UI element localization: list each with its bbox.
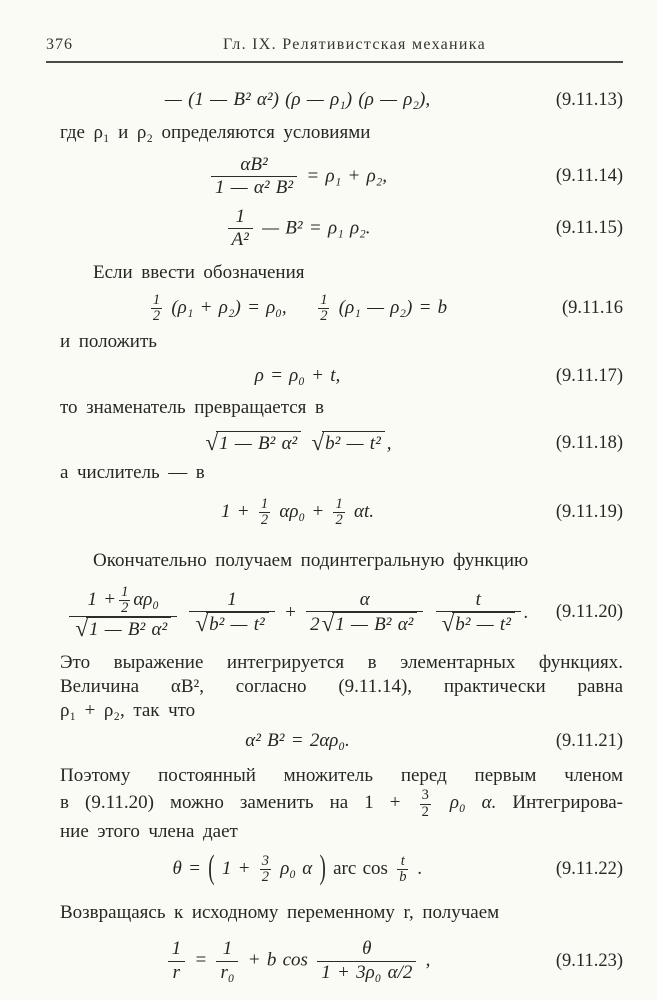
fraction-denominator: r: [168, 961, 186, 984]
square-root: [75, 617, 171, 641]
equation-number: (9.11.22): [555, 859, 623, 879]
fraction-numerator: t: [400, 852, 405, 869]
term: 1 +: [221, 857, 251, 879]
term: 1 +: [87, 588, 117, 610]
fraction-denominator: 2: [261, 869, 269, 885]
equation-tail: ,: [425, 949, 431, 971]
equation-number: (9.11.13): [555, 89, 623, 110]
radical-icon: √: [441, 611, 455, 637]
fraction-numerator: t: [475, 589, 481, 611]
fraction-numerator: 1: [121, 583, 129, 600]
equation-number: (9.11.16: [562, 297, 623, 318]
fraction: [168, 938, 186, 984]
equation-tail: .: [417, 857, 423, 879]
left-paren: (: [208, 849, 215, 887]
right-paren: ): [319, 849, 326, 887]
fraction: [306, 589, 423, 637]
fraction: [317, 938, 416, 984]
equation-body: [60, 938, 535, 984]
fraction: [211, 154, 297, 200]
fraction-denominator: b: [399, 869, 407, 885]
equation-tail: .: [523, 601, 529, 623]
fraction-denominator: 2: [260, 512, 269, 529]
page-header: [46, 36, 623, 63]
fraction-numerator: 1: [235, 205, 245, 227]
fraction-numerator: 1: [152, 291, 161, 308]
equation-body: [60, 431, 535, 455]
equation-9-11-17: [60, 365, 623, 387]
paragraph-numerator: а числитель — в: [60, 462, 205, 484]
fraction-t-over-b: [397, 854, 408, 885]
equation-number: (9.11.21): [555, 730, 623, 751]
paragraph-constant-factor: [60, 764, 623, 843]
square-root: [195, 612, 268, 636]
paragraph-denominator: то знаменатель превращается в: [60, 397, 324, 419]
fraction-denominator: [69, 616, 177, 641]
square-root: [322, 612, 418, 636]
page-number: 376: [46, 36, 73, 53]
square-root: [442, 612, 515, 636]
equation-9-11-23: [60, 938, 623, 984]
fraction-numerator: 3: [421, 787, 429, 804]
fraction-numerator: 1: [260, 496, 269, 513]
fraction-three-halves: [420, 788, 431, 819]
paragraph-notation: Если ввести обозначения: [93, 261, 305, 283]
fraction-denominator: r₀: [216, 961, 238, 984]
fraction-numerator: 1: [335, 496, 343, 513]
fraction-denominator: A²: [228, 228, 253, 251]
equation-body: [60, 585, 535, 642]
fraction-one-half: [259, 497, 270, 528]
paragraph-conditions: где ρ₁ и ρ₂ определяются условиями: [60, 122, 371, 143]
fraction-denominator: 2: [320, 307, 328, 324]
fraction-numerator: α: [359, 589, 370, 611]
radicand: b² — t²: [452, 612, 515, 636]
text-line: Величина αB², согласно (9.11.14), практически равна: [60, 676, 623, 698]
plus-operator: +: [283, 601, 297, 623]
radical-icon: √: [205, 430, 219, 456]
equation-body: [60, 154, 535, 200]
radical-icon: √: [75, 615, 88, 641]
equation-tail: ,: [386, 433, 392, 455]
equation-term: 1 +: [220, 501, 250, 523]
term: ρ₀ α: [280, 857, 313, 879]
text-line: ρ₁ + ρ₂, так что: [60, 700, 196, 722]
fraction-denominator: 1 — α² B²: [211, 176, 297, 199]
equation-9-11-18: [60, 431, 623, 455]
text-line: ние этого члена дает: [60, 820, 238, 842]
square-root: [205, 431, 301, 455]
fraction-denominator: 2: [421, 803, 429, 820]
equation-middle: + b cos: [247, 949, 308, 971]
equation-body: α² B² = 2αρ₀.: [245, 730, 350, 752]
fraction-denominator: 2: [152, 307, 161, 324]
fraction: [69, 585, 177, 642]
equation-number: (9.11.17): [555, 365, 623, 386]
equation-number: (9.11.15): [555, 218, 623, 239]
equation-rhs: = ρ₁ + ρ₂,: [306, 165, 388, 187]
equation-number: (9.11.18): [555, 432, 623, 453]
term: 2: [310, 614, 320, 636]
equation-body: [60, 849, 535, 887]
fraction-one-half: [151, 293, 162, 324]
paragraph-integrand: Окончательно получаем подинтегральную функцию: [93, 549, 529, 571]
equation-body: — (1 — B² α²) (ρ — ρ₁) (ρ — ρ₂),: [164, 89, 431, 110]
equation-term: αt.: [354, 501, 375, 523]
paragraph-returning: Возвращаясь к исходному переменному r, получаем: [60, 902, 500, 924]
equation-rhs: — B² = ρ₁ ρ₂.: [262, 217, 371, 239]
equation-term: (ρ₁ + ρ₂) = ρ₀,: [171, 296, 287, 318]
equation-lhs: θ =: [172, 857, 201, 879]
term: αρ₀: [133, 588, 160, 610]
equation-number: (9.11.20): [555, 602, 623, 623]
radical-icon: √: [311, 430, 325, 456]
equation-term: (ρ₁ — ρ₂) = b: [338, 296, 448, 318]
fraction: [216, 938, 238, 984]
fraction-numerator: 1: [227, 589, 237, 611]
equation-body: [60, 497, 535, 528]
equation-9-11-21: [60, 730, 623, 752]
equation-term: αρ₀ +: [279, 501, 325, 523]
fraction: [189, 589, 274, 637]
equation-9-11-15: [60, 206, 623, 252]
fraction-numerator: θ: [362, 938, 372, 960]
fraction: [436, 589, 521, 637]
fraction-numerator: 1: [320, 291, 328, 308]
radicand: 1 — B² α²: [86, 617, 171, 641]
fraction-denominator: 2: [335, 512, 343, 529]
fraction-denominator: [306, 611, 423, 636]
square-root: [312, 431, 385, 455]
text-line: Поэтому постоянный множитель перед первым членом: [60, 765, 623, 787]
fraction: [228, 206, 253, 252]
radical-icon: √: [195, 611, 209, 637]
math-segment: ρ₀ α.: [449, 792, 497, 814]
fraction-three-halves: [260, 854, 271, 885]
fraction-one-half: [119, 585, 130, 616]
fraction-denominator: 1 + 3ρ₀ α/2: [317, 961, 416, 984]
radicand: b² — t²: [322, 431, 385, 455]
equation-9-11-16: [60, 293, 623, 324]
text-line: [60, 788, 623, 819]
fraction-denominator: [436, 611, 521, 636]
paragraph-put: и положить: [60, 331, 157, 353]
equation-9-11-14: [60, 154, 623, 200]
equation-number: (9.11.23): [555, 950, 623, 971]
text-segment: Интегрирова-: [512, 792, 623, 814]
function-name: arc cos: [333, 857, 388, 879]
equation-body: ρ = ρ₀ + t,: [254, 365, 341, 387]
radicand: 1 — B² α²: [216, 431, 301, 455]
equation-number: (9.11.19): [555, 502, 623, 523]
chapter-title: Гл. IX. Релятивистская механика: [222, 36, 487, 53]
equation-body: [60, 293, 535, 324]
fraction-numerator: 1: [171, 938, 182, 960]
equation-9-11-22: [60, 849, 623, 887]
text-line: Это выражение интегрируется в элементарных функциях.: [60, 652, 623, 674]
radical-icon: √: [321, 611, 335, 637]
radicand: b² — t²: [206, 612, 269, 636]
fraction-one-half: [333, 497, 344, 528]
fraction-denominator: [189, 611, 274, 636]
equation-9-11-19: [60, 497, 623, 528]
equation-body: [60, 206, 535, 252]
fraction-denominator: 2: [121, 599, 129, 616]
text-segment: в (9.11.20) можно заменить на 1 +: [60, 792, 401, 814]
equation-number: (9.11.14): [555, 166, 623, 187]
equals-sign: =: [194, 949, 208, 971]
equation-9-11-20: [60, 585, 623, 642]
fraction-numerator: 1: [222, 938, 233, 960]
fraction-numerator: [69, 585, 177, 616]
radicand: 1 — B² α²: [332, 612, 417, 636]
fraction-numerator: αB²: [240, 154, 268, 175]
equation-9-11-13: [60, 89, 623, 111]
fraction-numerator: 3: [261, 852, 269, 869]
paragraph-elementary-functions: [60, 651, 623, 723]
fraction-one-half: [318, 293, 329, 324]
